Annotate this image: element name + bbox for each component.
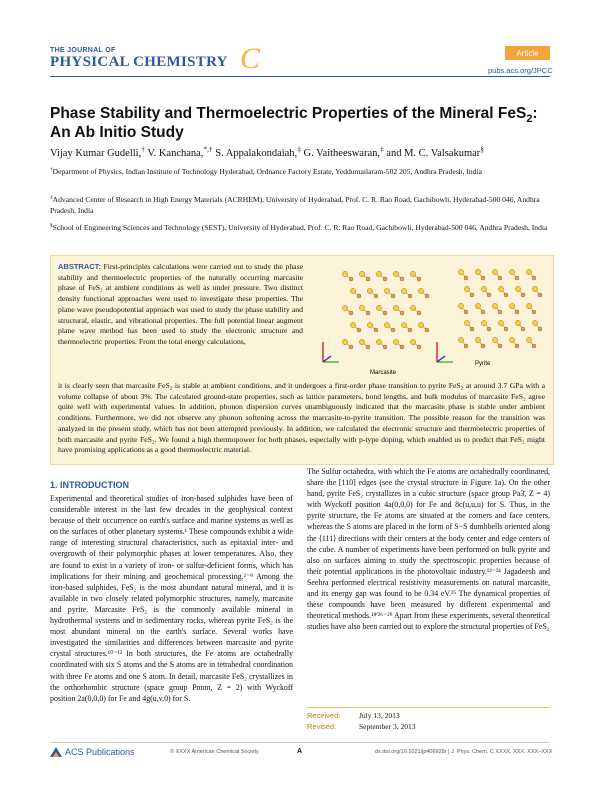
author[interactable]: V. Kanchana, xyxy=(144,148,204,159)
paper-title: Phase Stability and Thermoelectric Properties of the Mineral FeS$_2$: An Ab Initio Study xyxy=(50,105,538,141)
iron-atom xyxy=(400,311,404,315)
iron-atom xyxy=(487,293,491,297)
section-heading: 1. INTRODUCTION xyxy=(50,480,130,490)
iron-atom xyxy=(515,310,519,314)
iron-atom xyxy=(366,277,370,281)
sulfur-atom xyxy=(359,271,364,276)
sulfur-atom xyxy=(384,322,389,327)
author[interactable]: Vijay Kumar Gudelli, xyxy=(50,148,142,159)
sulfur-atom xyxy=(458,337,463,342)
sulfur-atom xyxy=(359,305,364,310)
sulfur-atom xyxy=(481,286,486,291)
journal-name-line1: THE JOURNAL OF xyxy=(50,47,116,54)
axis-indicator-left xyxy=(323,342,339,362)
sulfur-atom xyxy=(393,271,398,276)
sulfur-atom xyxy=(410,271,415,276)
sulfur-atom xyxy=(509,303,514,308)
sulfur-atom xyxy=(509,269,514,274)
publication-dates: Received: July 13, 2013 Revised: September 3, 2013 xyxy=(307,707,550,732)
sulfur-atom xyxy=(475,269,480,274)
iron-atom xyxy=(425,294,429,298)
body-column-left: Experimental and theoretical studies of iron-based sulphides have been of considerable interest in the last few decades in the geophysical context because of their occurrence on earth's surface and marine systems as well as on the surfaces of other planetary systems.¹ These compounds exhibit a wide range of interesting structural characteristics, such as epitaxial inter- and overgrowth of their polymorphic phases at lower temperatures. Also, they are found to exist in a variety of iron- or sulfur-deficient forms, which has implications for their mining and geochemical processing.²⁻⁹ Among the iron-based sulphides, FeS₂ is the most abundant natural mineral, and it is available in two closely related polymorphic structures, namely, marcasite and pyrite. Marcasite FeS₂ is the commonly available mineral in hydrothermal systems and in sedimentary rocks, whereas pyrite FeS₂ is the most abundant mineral on the earth's surface. Several works have investigated the similarities and differences between marcasite and pyrite crystal structures.¹⁰⁻¹² In both structures, the Fe atoms are octahedrally coordinated with six S atoms and the S atoms are in tetrahedral coordination with three Fe atoms and one S atom. In detail, marcasite FeS₂ crystallizes in the orthorhombic structure (space group Pnnm, Z = 2) with Wyckoff position 2a(0,0,0) for Fe and 4g(u,v,0) for S. xyxy=(50,494,293,703)
iron-atom xyxy=(521,327,525,331)
header-rule xyxy=(50,76,550,77)
sulfur-atom xyxy=(475,337,480,342)
abstract-text-left: ABSTRACT: First-principles calculations were carried out to study the phase stability and thermoelectric properties of the naturally occurring marcasite phase of FeS₂ at ambient conditions as well as under pressure. Two distinct density functional approaches were used to investigate these properties. The plane wave pseudopotential approach was used to study the phase stability and structural, elastic, and vibrational properties. The full potential linear augment plane wave method has been used to study the electronic structure and thermoelectric properties. From the total energy calculations, xyxy=(58,262,303,346)
sulfur-atom xyxy=(458,269,463,274)
sulfur-atom xyxy=(376,305,381,310)
sulfur-atom xyxy=(376,271,381,276)
sulfur-atom xyxy=(367,288,372,293)
copyright: © XXXX American Chemical Society xyxy=(170,749,259,755)
body-column-right: The Sulfur octahedra, with which the Fe atoms are octahedrally coordinated, share the [110] edges (see the crystal structure in Figure 1a). On the other hand, pyrite FeS₂ crystallizes in a cubic structure (space group Pa3̄, Z = 4) with Wyckoff position 4a(0,0,0) for Fe and 8c(u,u,u) for S. Thus, in the pyrite structure, the Fe atoms are situated at the corners and face centers, whereas the S atoms are placed in the form of S−S dumbbells oriented along the ⟨111⟩ directions with their centers at the body center and edge centers of the cube. A number of experiments have been performed on bulk pyrite and also on surfaces aiming to study the spectroscopic properties because of their potential applications in the photovoltaic industry.¹³⁻²⁴ Jagadeesh and Seehra performed electrical resistivity measurements on natural marcasite, and its energy gap was found to be 0.34 eV.²⁵ The dynamical properties of these compounds have been measured by different experimental and theoretical methods.¹⁸′²⁶⁻²⁹ Apart from these experiments, several theoretical studies have also been carried out to explore the structural properties of FeS₂ xyxy=(307,467,550,632)
sulfur-atom xyxy=(401,322,406,327)
iron-atom xyxy=(538,327,542,331)
author[interactable]: and M. C. Valsakumar xyxy=(383,148,481,159)
acs-logo-icon xyxy=(50,747,62,757)
iron-atom xyxy=(481,310,485,314)
sulfur-atom xyxy=(515,320,520,325)
footer-rule xyxy=(50,742,550,743)
sulfur-atom xyxy=(464,320,469,325)
sulfur-atom xyxy=(509,337,514,342)
sulfur-atom xyxy=(393,339,398,344)
author[interactable]: S. Appalakondaiah, xyxy=(212,148,298,159)
revised-date: September 3, 2013 xyxy=(359,722,416,731)
iron-atom xyxy=(408,294,412,298)
sulfur-atom xyxy=(418,322,423,327)
author[interactable]: G. Vaitheeswaran, xyxy=(300,148,380,159)
iron-atom xyxy=(481,276,485,280)
iron-atom xyxy=(383,345,387,349)
sulfur-atom xyxy=(532,320,537,325)
page-number: A xyxy=(297,748,303,755)
received-date: July 13, 2013 xyxy=(359,711,400,720)
sulfur-atom xyxy=(498,320,503,325)
iron-atom xyxy=(417,345,421,349)
iron-atom xyxy=(487,327,491,331)
sulfur-atom xyxy=(376,339,381,344)
iron-atom xyxy=(400,345,404,349)
iron-atom xyxy=(400,277,404,281)
iron-atom xyxy=(481,344,485,348)
iron-atom xyxy=(470,327,474,331)
author-list: Vijay Kumar Gudelli,† V. Kanchana,*,† S. Appalakondaiah,‡ G. Vaitheeswaran,‡ and M. C. Valsakumar§ xyxy=(50,144,484,159)
sulfur-atom xyxy=(481,320,486,325)
pyrite-structure xyxy=(458,269,542,348)
iron-atom xyxy=(349,277,353,281)
sulfur-atom xyxy=(342,339,347,344)
iron-atom xyxy=(498,276,502,280)
iron-atom xyxy=(504,293,508,297)
sulfur-atom xyxy=(401,288,406,293)
iron-atom xyxy=(515,344,519,348)
affiliation: †Department of Physics, Indian Institute of Technology Hyderabad, Ordnance Factory Estate, Yeddumailaram-502 205, Andhra Pradesh, India xyxy=(50,166,482,176)
sulfur-atom xyxy=(475,303,480,308)
iron-atom xyxy=(504,327,508,331)
affiliation: §School of Engineering Sciences and Technology (SEST), University of Hyderabad, Prof. C. R. Rao Road, Gachibowli, Hyderabad-500 046, Andhra Pradesh, India xyxy=(50,222,548,232)
sulfur-atom xyxy=(526,269,531,274)
iron-atom xyxy=(532,276,536,280)
sulfur-atom xyxy=(498,286,503,291)
sulfur-atom xyxy=(458,303,463,308)
iron-atom xyxy=(349,345,353,349)
journal-url[interactable]: pubs.acs.org/JPCC xyxy=(488,66,553,75)
iron-atom xyxy=(391,294,395,298)
iron-atom xyxy=(532,310,536,314)
iron-atom xyxy=(498,344,502,348)
iron-atom xyxy=(374,328,378,332)
iron-atom xyxy=(391,328,395,332)
iron-atom xyxy=(464,344,468,348)
doi-citation[interactable]: dx.doi.org/10.1021/jp406928r | J. Phys. Chem. C XXXX, XXX, XXX−XXX xyxy=(375,749,553,755)
iron-atom xyxy=(357,294,361,298)
iron-atom xyxy=(383,277,387,281)
axis-indicator-right xyxy=(437,342,453,362)
iron-atom xyxy=(349,311,353,315)
sulfur-atom xyxy=(384,288,389,293)
sulfur-atom xyxy=(515,286,520,291)
sulfur-atom xyxy=(492,269,497,274)
journal-letter: C xyxy=(240,42,261,75)
toc-label-pyrite: Pyrite xyxy=(475,361,491,367)
iron-atom xyxy=(408,328,412,332)
sulfur-atom xyxy=(350,288,355,293)
sulfur-atom xyxy=(526,337,531,342)
iron-atom xyxy=(357,328,361,332)
iron-atom xyxy=(374,294,378,298)
iron-atom xyxy=(521,293,525,297)
iron-atom xyxy=(470,293,474,297)
iron-atom xyxy=(464,310,468,314)
article-type-badge: Article xyxy=(505,46,550,60)
iron-atom xyxy=(538,293,542,297)
toc-graphic xyxy=(315,262,545,378)
sulfur-atom xyxy=(410,305,415,310)
sulfur-atom xyxy=(393,305,398,310)
sulfur-atom xyxy=(418,288,423,293)
sulfur-atom xyxy=(359,339,364,344)
iron-atom xyxy=(425,328,429,332)
iron-atom xyxy=(417,311,421,315)
marcasite-structure xyxy=(342,271,429,349)
sulfur-atom xyxy=(367,322,372,327)
sulfur-atom xyxy=(342,305,347,310)
sulfur-atom xyxy=(492,303,497,308)
iron-atom xyxy=(366,345,370,349)
iron-atom xyxy=(366,311,370,315)
sulfur-atom xyxy=(342,271,347,276)
sulfur-atom xyxy=(410,339,415,344)
iron-atom xyxy=(464,276,468,280)
iron-atom xyxy=(417,277,421,281)
sulfur-atom xyxy=(350,322,355,327)
iron-atom xyxy=(532,344,536,348)
journal-name-line2: PHYSICAL CHEMISTRY xyxy=(50,54,228,70)
abstract-text-full: it is clearly seen that marcasite FeS₂ is stable at ambient conditions, and it undergoes a first-order phase transition to pyrite FeS₂ at around 3.7 GPa with a volume collapse of about 3%. The calculated ground-state properties, such as lattice parameters, bond lengths, and bulk modulus of marcasite FeS₂ agree quite well with experimental values. In addition, phonon dispersion curves unambiguously indicated that the marcasite phase is stable under ambient conditions. Furthermore, we did not observe any phonon softening across the marcasite-to-pyrite transition. The possible reason for the transition was analyzed in the present study, which has not been attempted previously. In addition, we calculated the electronic structure and thermoelectric properties of both marcasite and pyrite FeS₂. We found a high thermopower for both phases, especially with p-type doping, which enabled us to predict that FeS₂ might have promising applications as a good thermoelectric material. xyxy=(58,381,545,455)
iron-atom xyxy=(498,310,502,314)
acs-logo: ACS Publications xyxy=(50,747,135,757)
sulfur-atom xyxy=(532,286,537,291)
sulfur-atom xyxy=(492,337,497,342)
iron-atom xyxy=(515,276,519,280)
sulfur-atom xyxy=(464,286,469,291)
affiliation: ‡Advanced Center of Research in High Energy Materials (ACRHEM), University of Hyderabad, Prof. C. R. Rao Road, Gachibowli, Hyderabad-500 046, Andhra Pradesh, India xyxy=(50,194,540,215)
sulfur-atom xyxy=(526,303,531,308)
toc-label-marcasite: Marcasite xyxy=(370,370,397,376)
iron-atom xyxy=(383,311,387,315)
